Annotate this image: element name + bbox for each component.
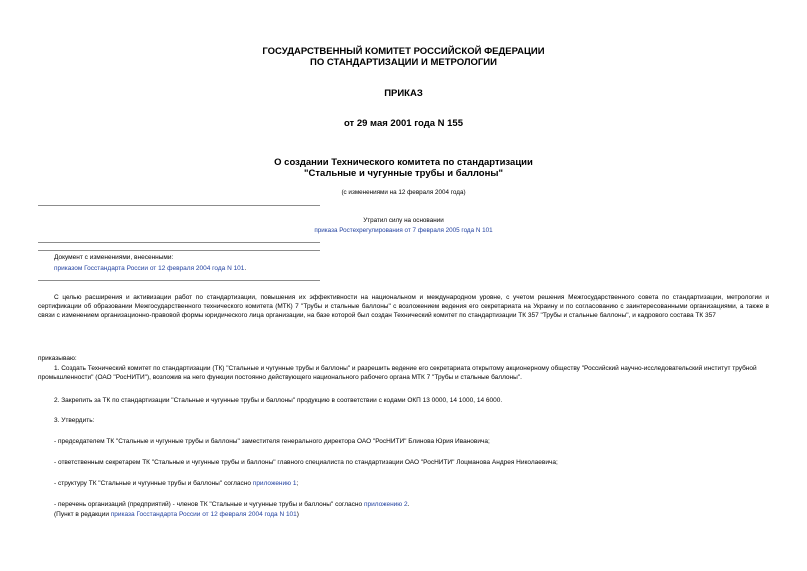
list-item-structure-end: ; (296, 480, 299, 487)
edition-link-wrap (54, 264, 246, 273)
document-title-line1: О создании Технического комитета по стандартизации (274, 157, 533, 168)
document-title-line2: "Стальные и чугунные трубы и баллоны" (304, 168, 503, 179)
edition-note-prefix: (Пункт в редакции (54, 511, 111, 518)
divider (38, 250, 320, 251)
order-word: приказываю: (38, 355, 77, 362)
list-item-members-text: - перечень организаций (предприятий) - членов ТК "Стальные и чугунные трубы и баллоны" согласно (54, 501, 364, 508)
edition-note (54, 510, 769, 519)
appendix-2-link[interactable]: приложению 2 (363, 501, 408, 508)
document-type: ПРИКАЗ (384, 88, 423, 99)
list-item-structure (54, 479, 769, 488)
status-invalid-link[interactable]: приказа Ростехрегулирования от 7 февраля 2005 года N 101 (314, 227, 493, 234)
edition-text: Документ с изменениями, внесенными: (54, 254, 174, 261)
list-item-chair: - председателем ТК "Стальные и чугунные трубы и баллоны" заместителя генерального директора ОАО "РосНИТИ" Блинова Юрия Ивановича; (54, 438, 490, 445)
committee-name-line1: ГОСУДАРСТВЕННЫЙ КОМИТЕТ РОССИЙСКОЙ ФЕДЕРАЦИИ (262, 46, 545, 57)
edition-note-suffix: ) (296, 511, 299, 518)
appendix-1-link[interactable]: приложению 1 (252, 480, 297, 487)
committee-name-line2: ПО СТАНДАРТИЗАЦИИ И МЕТРОЛОГИИ (310, 57, 497, 68)
document-date-number: от 29 мая 2001 года N 155 (343, 118, 464, 129)
list-item-members-end: . (407, 501, 410, 508)
list-item-members (54, 500, 769, 509)
edition-link[interactable]: приказом Госстандарта России от 12 февраля 2004 года N 101 (54, 265, 245, 272)
intro-paragraph: С целью расширения и активизации работ по стандартизации, повышения их эффективности на национальном и международном уровне, с учетом решения Межгосударственного совета по стандартизации, метрологии и сертификации об образовании Межгосударственного технического комитета (МТК) 7 "Трубы и стальные баллоны" с возложением ведения его секретариата на Украину и по согласованию с заинтересованными организациями, а также в связи с изменением организационно-правовой формы юридического лица организации, на базе которой был создан Технический комитет по стандартизации ТК 357 "Трубы и стальные баллоны", и кадрового состава ТК 357 (38, 294, 769, 319)
paragraph-1: 1. Создать Технический комитет по стандартизации (ТК) "Стальные и чугунные трубы и баллоны" и разрешить ведение его секретариата открытому акционерному обществу "Российский научно-исследовательский институт трубной промышленности" (ОАО "РосНИТИ"), возложив на него функции постоянно действующего национального рабочего органа МТК 7 "Трубы и стальные баллоны". (38, 365, 757, 381)
list-item-structure-text: - структуру ТК "Стальные и чугунные трубы и баллоны" согласно (54, 480, 253, 487)
divider (38, 242, 320, 243)
edition-note-link[interactable]: приказа Госстандарта России от 12 февраля 2004 года N 101 (110, 511, 297, 518)
list-item-secretary: - ответственным секретарем ТК "Стальные и чугунные трубы и баллоны" главного специалиста по стандартизации ОАО "РосНИТИ" Лоцманова Андрея Николаевича; (54, 459, 558, 466)
amendments-note: (с изменениями на 12 февраля 2004 года) (341, 189, 466, 196)
divider (38, 280, 320, 281)
status-invalid-text: Утратил силу на основании (363, 217, 444, 224)
edition-link-suffix: . (244, 265, 247, 272)
paragraph-2: 2. Закрепить за ТК по стандартизации "Стальные и чугунные трубы и баллоны" продукцию в соответствии с кодами ОКП 13 0000, 14 1000, 14 6000. (54, 397, 503, 404)
paragraph-3: 3. Утвердить: (54, 417, 95, 424)
status-invalid-link-wrap (0, 226, 807, 235)
divider (38, 205, 320, 206)
